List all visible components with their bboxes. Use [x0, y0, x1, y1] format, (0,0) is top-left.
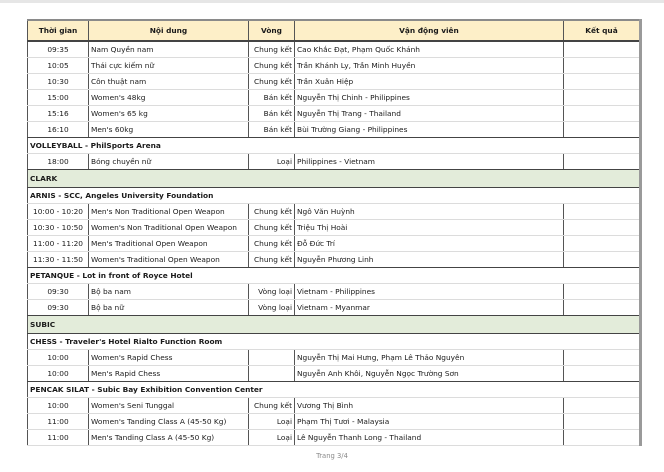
table-row	[28, 58, 641, 74]
cell-result	[564, 430, 641, 446]
cell-round: Chung kết	[249, 236, 295, 252]
cell-round: Loại	[249, 154, 295, 170]
venue-row	[28, 334, 641, 350]
cell-time: 10:00	[28, 398, 89, 414]
cell-athletes: Trần Khánh Ly, Trần Minh Huyền	[295, 58, 564, 74]
table-row	[28, 41, 641, 58]
cell-round	[249, 350, 295, 366]
table-row	[28, 414, 641, 430]
cell-round	[249, 366, 295, 382]
cell-content: Bóng chuyền nữ	[89, 154, 249, 170]
table-row	[28, 90, 641, 106]
cell-round: Loại	[249, 430, 295, 446]
cell-content: Bộ ba nam	[89, 284, 249, 300]
venue-row-label: PETANQUE - Lot in front of Royce Hotel	[28, 268, 641, 284]
cell-round: Chung kết	[249, 252, 295, 268]
col-header-content: Nội dung	[89, 20, 249, 41]
cell-athletes: Nguyễn Anh Khôi, Nguyễn Ngọc Trường Sơn	[295, 366, 564, 382]
table-row	[28, 154, 641, 170]
table-row	[28, 366, 641, 382]
cell-round: Chung kết	[249, 74, 295, 90]
cell-athletes: Nguyễn Thị Mai Hưng, Phạm Lê Thảo Nguyên	[295, 350, 564, 366]
cell-result	[564, 414, 641, 430]
cell-time: 09:30	[28, 300, 89, 316]
cell-result	[564, 284, 641, 300]
venue-row-label: VOLLEYBALL - PhilSports Arena	[28, 138, 641, 154]
cell-athletes: Nguyễn Thị Chinh - Philippines	[295, 90, 564, 106]
venue-row	[28, 138, 641, 154]
venue-row	[28, 268, 641, 284]
header-row	[28, 20, 641, 41]
cell-athletes: Nguyễn Thị Trang - Thailand	[295, 106, 564, 122]
cell-time: 18:00	[28, 154, 89, 170]
cell-time: 11:00	[28, 430, 89, 446]
col-header-round: Vòng	[249, 20, 295, 41]
table-row	[28, 300, 641, 316]
cell-round: Chung kết	[249, 220, 295, 236]
cell-result	[564, 300, 641, 316]
cell-result	[564, 236, 641, 252]
cell-athletes: Trần Xuân Hiệp	[295, 74, 564, 90]
cell-athletes: Ngô Văn Huỳnh	[295, 204, 564, 220]
table-row	[28, 284, 641, 300]
cell-athletes: Đỗ Đức Trí	[295, 236, 564, 252]
table-row	[28, 74, 641, 90]
cell-time: 15:00	[28, 90, 89, 106]
cell-time: 16:10	[28, 122, 89, 138]
cell-time: 11:30 - 11:50	[28, 252, 89, 268]
table-row	[28, 430, 641, 446]
cell-result	[564, 204, 641, 220]
table-row	[28, 252, 641, 268]
table-row	[28, 204, 641, 220]
cell-result	[564, 252, 641, 268]
col-header-result: Kết quả	[564, 20, 641, 41]
col-header-athletes: Vận động viên	[295, 20, 564, 41]
table-row	[28, 220, 641, 236]
cell-result	[564, 90, 641, 106]
cell-content: Women's Non Traditional Open Weapon	[89, 220, 249, 236]
cell-result	[564, 41, 641, 58]
cell-time: 10:30	[28, 74, 89, 90]
cell-content: Women's 65 kg	[89, 106, 249, 122]
cell-content: Women's Traditional Open Weapon	[89, 252, 249, 268]
cell-result	[564, 220, 641, 236]
cell-time: 10:00 - 10:20	[28, 204, 89, 220]
venue-row-label: CHESS - Traveler's Hotel Rialto Function Room	[28, 334, 641, 350]
schedule-table	[27, 19, 642, 446]
cell-content: Women's Rapid Chess	[89, 350, 249, 366]
cell-content: Thái cực kiếm nữ	[89, 58, 249, 74]
cell-content: Bộ ba nữ	[89, 300, 249, 316]
venue-row-label: PENCAK SILAT - Subic Bay Exhibition Convention Center	[28, 382, 641, 398]
region-row	[28, 170, 641, 188]
table-row	[28, 350, 641, 366]
cell-result	[564, 398, 641, 414]
cell-round: Bán kết	[249, 90, 295, 106]
cell-time: 10:00	[28, 350, 89, 366]
cell-athletes: Vương Thị Bình	[295, 398, 564, 414]
col-header-time: Thời gian	[28, 20, 89, 41]
cell-content: Women's Tanding Class A (45-50 Kg)	[89, 414, 249, 430]
cell-time: 10:00	[28, 366, 89, 382]
cell-result	[564, 106, 641, 122]
cell-content: Men's Tanding Class A (45-50 Kg)	[89, 430, 249, 446]
cell-time: 11:00	[28, 414, 89, 430]
cell-time: 09:35	[28, 41, 89, 58]
table-row	[28, 398, 641, 414]
table-row	[28, 106, 641, 122]
venue-row	[28, 382, 641, 398]
region-row-label: SUBIC	[28, 316, 641, 334]
cell-result	[564, 58, 641, 74]
cell-result	[564, 350, 641, 366]
cell-round: Vòng loại	[249, 284, 295, 300]
cell-round: Chung kết	[249, 58, 295, 74]
cell-round: Chung kết	[249, 398, 295, 414]
cell-time: 15:16	[28, 106, 89, 122]
cell-time: 09:30	[28, 284, 89, 300]
cell-round: Vòng loại	[249, 300, 295, 316]
cell-content: Men's 60kg	[89, 122, 249, 138]
table-row	[28, 122, 641, 138]
cell-athletes: Vietnam - Myanmar	[295, 300, 564, 316]
cell-athletes: Bùi Trường Giang - Philippines	[295, 122, 564, 138]
cell-result	[564, 366, 641, 382]
cell-result	[564, 122, 641, 138]
cell-round: Loại	[249, 414, 295, 430]
cell-time: 10:05	[28, 58, 89, 74]
cell-athletes: Triệu Thị Hoài	[295, 220, 564, 236]
cell-time: 11:00 - 11:20	[28, 236, 89, 252]
region-row-label: CLARK	[28, 170, 641, 188]
cell-round: Bán kết	[249, 122, 295, 138]
cell-content: Men's Rapid Chess	[89, 366, 249, 382]
cell-athletes: Philippines - Vietnam	[295, 154, 564, 170]
region-row	[28, 316, 641, 334]
cell-athletes: Phạm Thị Tươi - Malaysia	[295, 414, 564, 430]
cell-athletes: Cao Khắc Đạt, Phạm Quốc Khánh	[295, 41, 564, 58]
cell-content: Men's Traditional Open Weapon	[89, 236, 249, 252]
cell-content: Women's 48kg	[89, 90, 249, 106]
cell-content: Côn thuật nam	[89, 74, 249, 90]
cell-round: Chung kết	[249, 204, 295, 220]
venue-row-label: ARNIS - SCC, Angeles University Foundation	[28, 188, 641, 204]
cell-content: Nam Quyền nam	[89, 41, 249, 58]
cell-time: 10:30 - 10:50	[28, 220, 89, 236]
cell-content: Men's Non Traditional Open Weapon	[89, 204, 249, 220]
top-edge	[0, 0, 664, 3]
cell-round: Bán kết	[249, 106, 295, 122]
cell-athletes: Lê Nguyễn Thanh Long - Thailand	[295, 430, 564, 446]
venue-row	[28, 188, 641, 204]
cell-round: Chung kết	[249, 41, 295, 58]
cell-content: Women's Seni Tunggal	[89, 398, 249, 414]
page-number: Trang 3/4	[316, 452, 348, 460]
table-row	[28, 236, 641, 252]
cell-result	[564, 74, 641, 90]
cell-result	[564, 154, 641, 170]
cell-athletes: Nguyễn Phương Linh	[295, 252, 564, 268]
cell-athletes: Vietnam - Philippines	[295, 284, 564, 300]
